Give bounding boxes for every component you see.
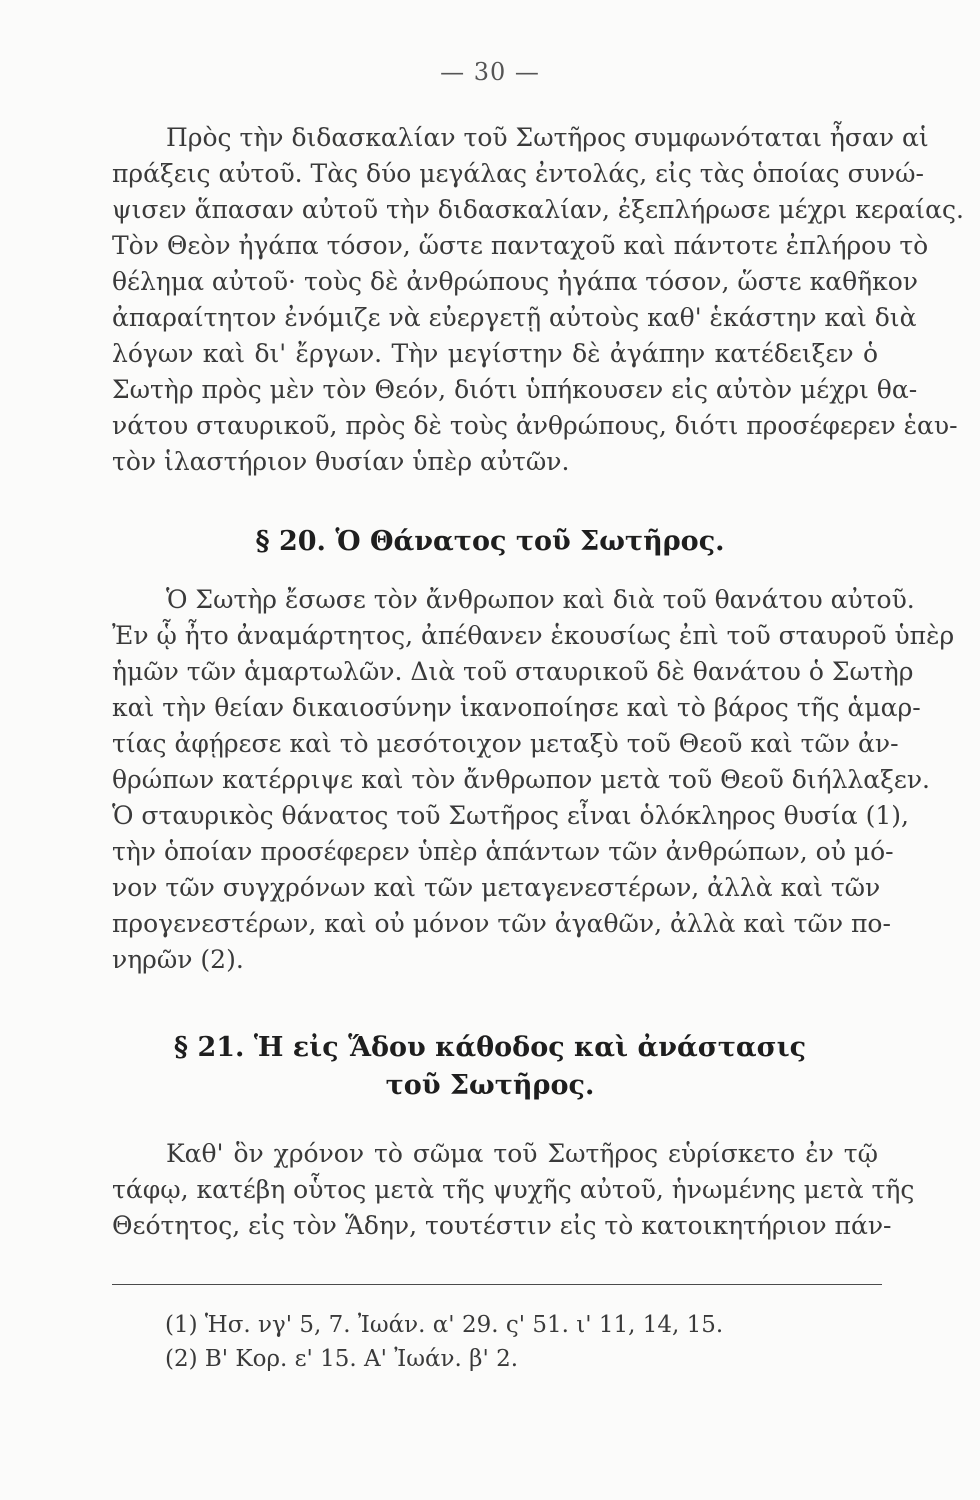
text-line: καὶ τὴν θείαν δικαιοσύνην ἱκανοποίησε καὶ τὸ βάρος τῆς ἁμαρ-: [112, 693, 921, 722]
text-line: θέλημα αὐτοῦ· τοὺς δὲ ἀνθρώπους ἠγάπα τόσον, ὥστε καθῆκον: [112, 267, 918, 296]
section-heading-21-continued: τοῦ Σωτῆρος.: [385, 1070, 595, 1101]
footnote-divider: [112, 1284, 882, 1285]
text-line: τὴν ὁποίαν προσέφερεν ὑπὲρ ἁπάντων τῶν ἀνθρώπων, οὐ μό-: [112, 837, 894, 866]
footnote-1: (1) Ἡσ. νγ' 5, 7. Ἰωάν. α' 29. ς' 51. ι' 11, 14, 15.: [165, 1312, 724, 1338]
text-line: προγενεστέρων, καὶ οὐ μόνον τῶν ἀγαθῶν, ἀλλὰ καὶ τῶν πο-: [112, 909, 891, 938]
footnotes: [165, 1308, 885, 1376]
text-line: Πρὸς τὴν διδασκαλίαν τοῦ Σωτῆρος συμφωνόταται ἦσαν αἱ: [166, 123, 929, 152]
text-line: Ἐν ᾧ ἦτο ἀναμάρτητος, ἀπέθανεν ἑκουσίως ἐπὶ τοῦ σταυροῦ ὑπὲρ: [112, 621, 955, 650]
paragraph-death-of-saviour: [112, 582, 955, 978]
footnote-2: (2) Β' Κορ. ε' 15. Α' Ἰωάν. β' 2.: [165, 1346, 519, 1372]
section-heading-20: § 20. Ὁ Θάνατος τοῦ Σωτῆρος.: [255, 526, 725, 557]
text-line: θρώπων κατέρριψε καὶ τὸν ἄνθρωπον μετὰ τοῦ Θεοῦ διήλλαξεν.: [112, 765, 931, 794]
text-line: Θεότητος, εἰς τὸν Ἅδην, τουτέστιν εἰς τὸ κατοικητήριον πάν-: [112, 1211, 892, 1240]
text-line: τὸν ἱλαστήριον θυσίαν ὑπὲρ αὐτῶν.: [112, 447, 570, 476]
text-line: Ὁ Σωτὴρ ἔσωσε τὸν ἄνθρωπον καὶ διὰ τοῦ θανάτου αὐτοῦ.: [166, 585, 915, 614]
text-line: νον τῶν συγχρόνων καὶ τῶν μεταγενεστέρων, ἀλλὰ καὶ τῶν: [112, 873, 881, 902]
text-line: πράξεις αὐτοῦ. Τὰς δύο μεγάλας ἐντολάς, εἰς τὰς ὁποίας συνώ-: [112, 159, 924, 188]
page-number: — 30 —: [440, 58, 540, 86]
paragraph-descent-to-hades: [112, 1136, 915, 1244]
text-line: Ὁ σταυρικὸς θάνατος τοῦ Σωτῆρος εἶναι ὁλόκληρος θυσία (1),: [112, 801, 909, 830]
text-line: ψισεν ἅπασαν αὐτοῦ τὴν διδασκαλίαν, ἐξεπλήρωσε μέχρι κεραίας.: [112, 195, 964, 224]
text-line: τάφῳ, κατέβη οὗτος μετὰ τῆς ψυχῆς αὐτοῦ, ἡνωμένης μετὰ τῆς: [112, 1175, 915, 1204]
text-line: ἀπαραίτητον ἐνόμιζε νὰ εὐεργετῇ αὐτοὺς καθ' ἑκάστην καὶ διὰ: [112, 303, 917, 332]
text-line: Τὸν Θεὸν ἠγάπα τόσον, ὥστε πανταχοῦ καὶ πάντοτε ἐπλήρου τὸ: [112, 231, 929, 260]
text-line: νηρῶν (2).: [112, 945, 244, 974]
text-line: νάτου σταυρικοῦ, πρὸς δὲ τοὺς ἀνθρώπους, διότι προσέφερεν ἑαυ-: [112, 411, 958, 440]
text-line: ἡμῶν τῶν ἁμαρτωλῶν. Διὰ τοῦ σταυρικοῦ δὲ θανάτου ὁ Σωτὴρ: [112, 657, 914, 686]
text-line: Καθ' ὃν χρόνον τὸ σῶμα τοῦ Σωτῆρος εὑρίσκετο ἐν τῷ: [166, 1139, 878, 1168]
section-heading-21: § 21. Ἡ εἰς Ἅδου κάθοδος καὶ ἀνάστασις: [173, 1032, 807, 1063]
text-line: τίας ἀφῄρεσε καὶ τὸ μεσότοιχον μεταξὺ τοῦ Θεοῦ καὶ τῶν ἀν-: [112, 729, 899, 758]
text-line: Σωτὴρ πρὸς μὲν τὸν Θεόν, διότι ὑπήκουσεν εἰς αὐτὸν μέχρι θα-: [112, 375, 918, 404]
paragraph-teaching-and-deeds: [112, 120, 964, 480]
text-line: λόγων καὶ δι' ἔργων. Τὴν μεγίστην δὲ ἀγάπην κατέδειξεν ὁ: [112, 339, 878, 368]
